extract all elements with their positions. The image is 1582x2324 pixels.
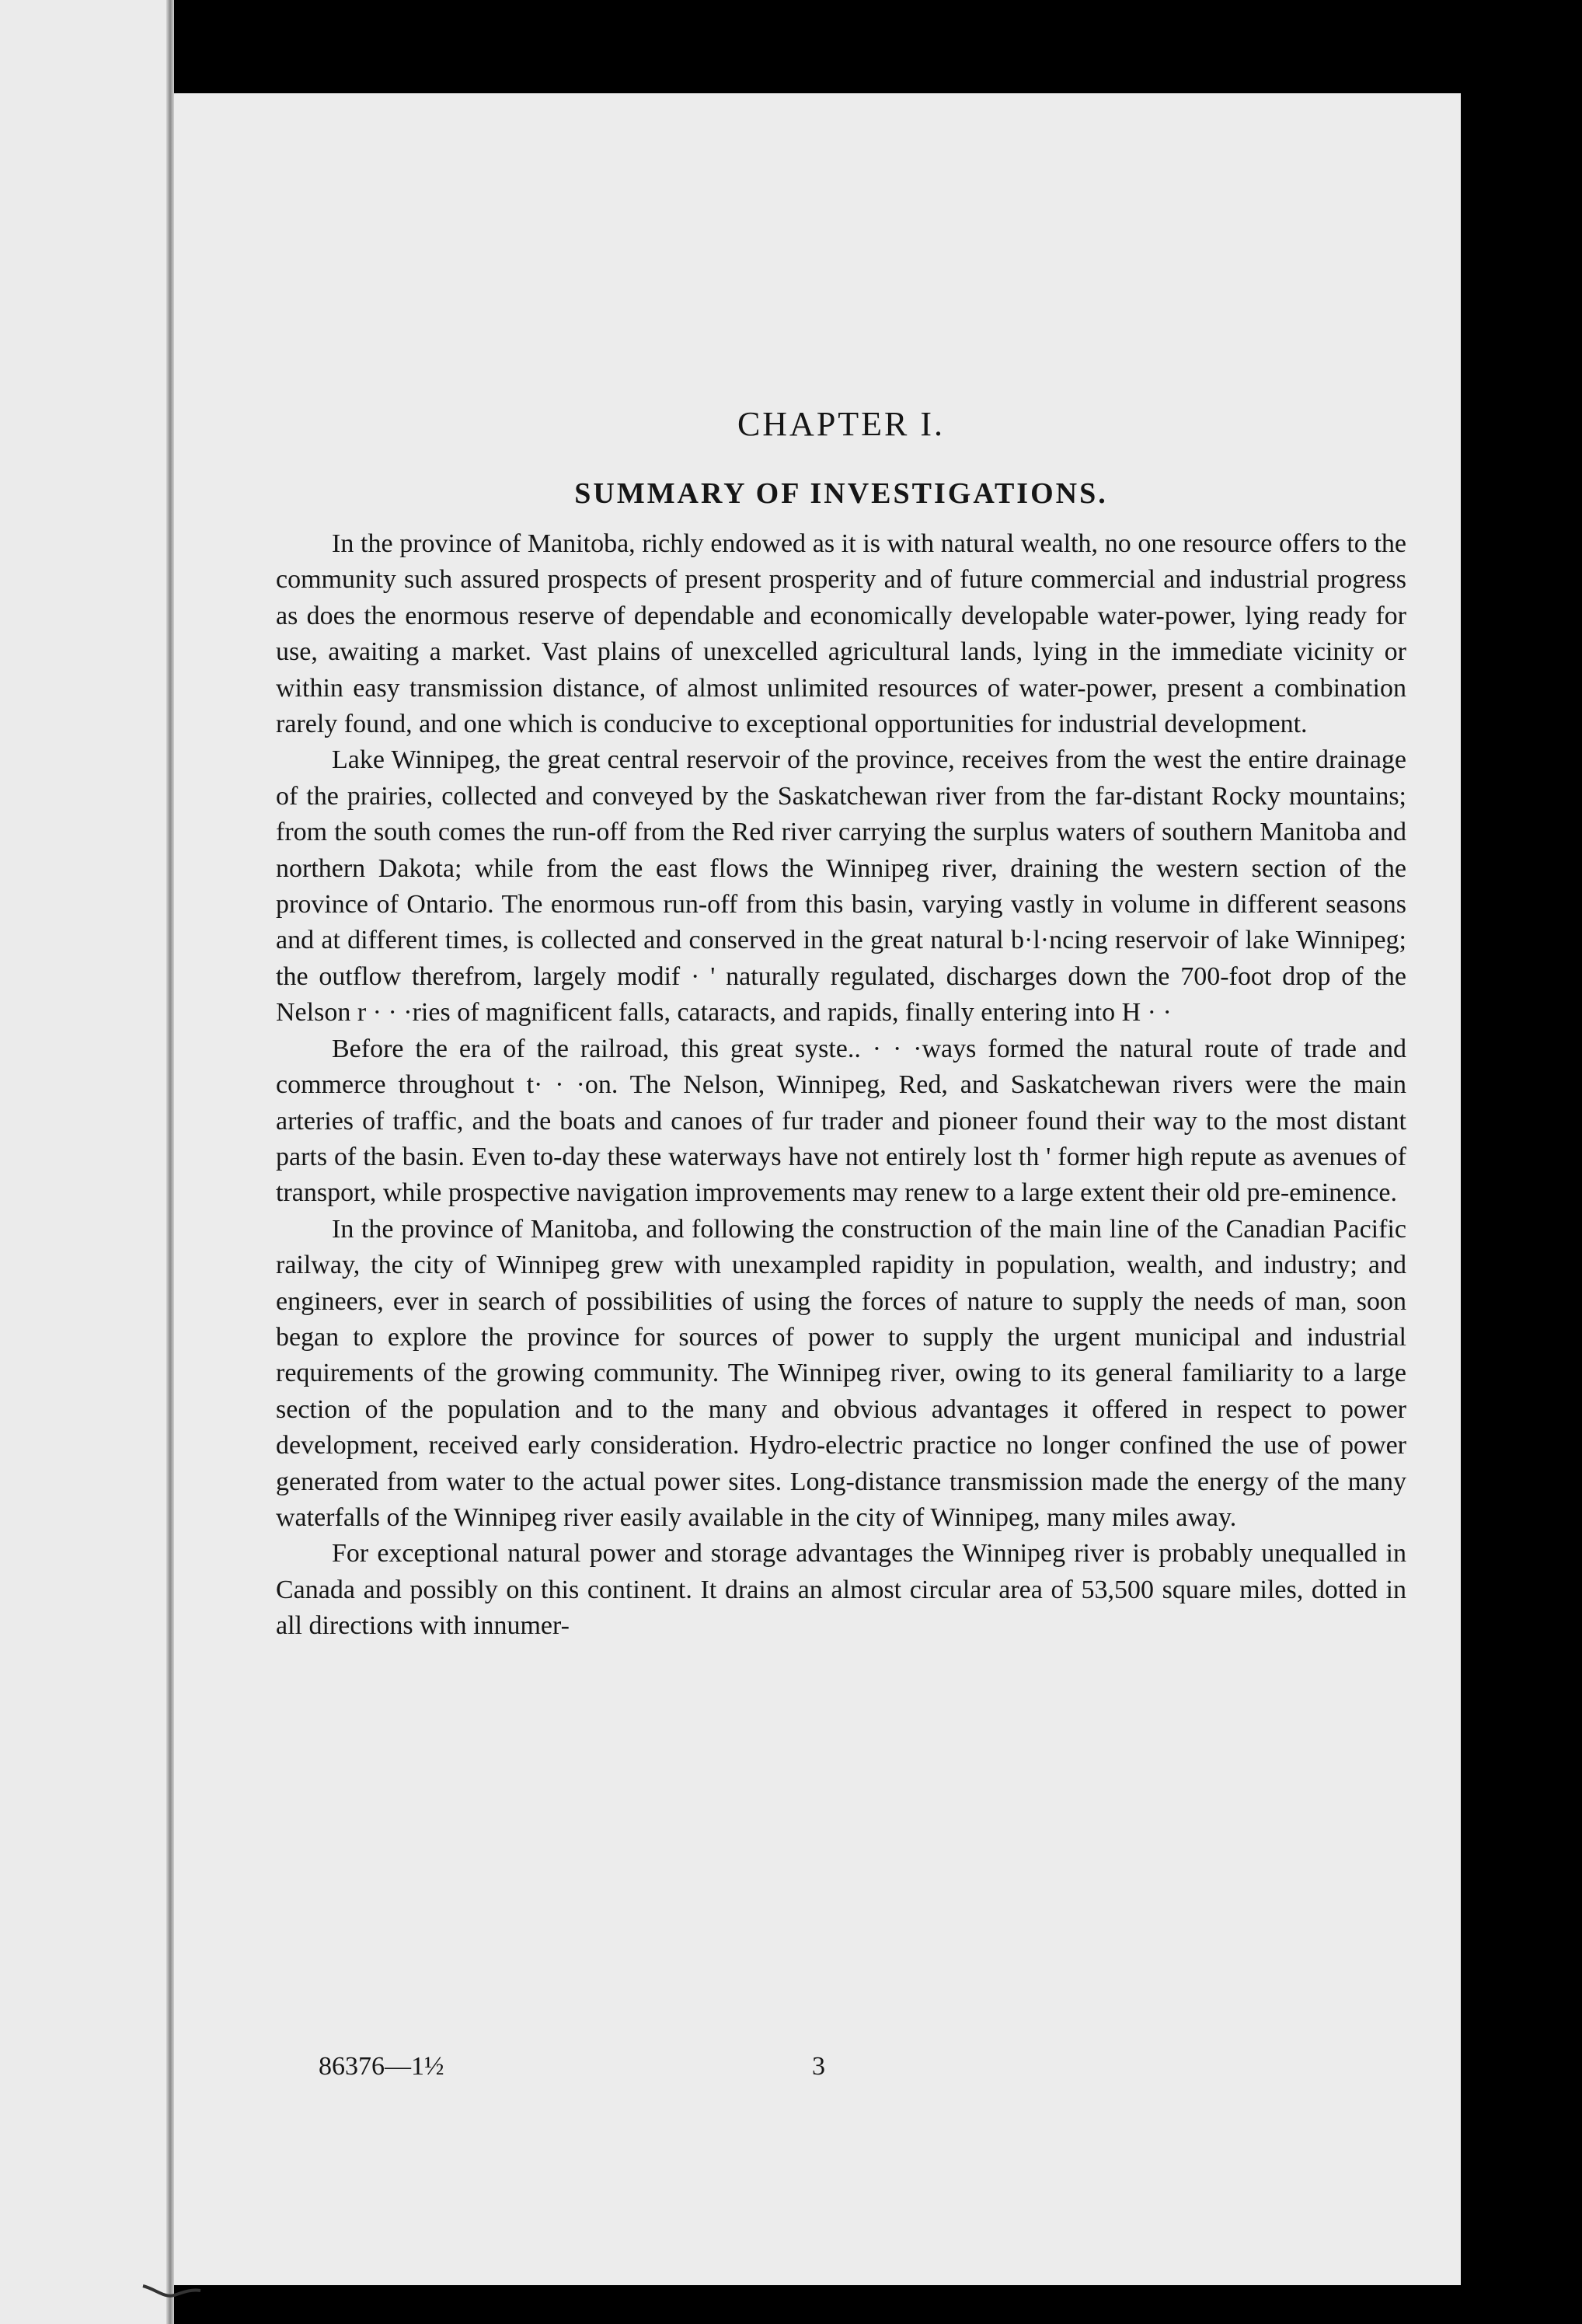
- page-footer: [276, 2052, 1406, 2091]
- page-number: 3: [812, 2052, 825, 2081]
- print-number: 86376—1½: [319, 2052, 444, 2081]
- paragraph: In the province of Manitoba, and following the construction of the main line of the Canadian Pacific railway, the city of Winnipeg grew with unexampled rapidity in population, wealth, and industry; and engineers, ever in search of possibilities of using the forces of nature to supply the needs of man, soon began to explore the province for sources of power to supply the urgent municipal and industrial requirements of the growing community. The Winnipeg river, owing to its general familiarity to a large section of the population and to the many and obvious advantages it offered in respect to power development, received early consideration. Hydro-electric practice no longer confined the use of power generated from water to the actual power sites. Long-distance transmission made the energy of the many waterfalls of the Winnipeg river easily available in the city of Winnipeg, many miles away.: [276, 1214, 1406, 1532]
- paragraph: For exceptional natural power and storage advantages the Winnipeg river is probably unequalled in Canada and possibly on this continent. It drains an almost circular area of 53,500 square miles, dotted in all directions with innumer-: [276, 1539, 1406, 1641]
- text-block: [276, 404, 1406, 1645]
- paragraph: Lake Winnipeg, the great central reservoir of the province, receives from the west the entire drainage of the prairies, collected and conveyed by the Saskatchewan river from the far-distant Rocky mountains; from the south comes the run-off from the Red river carrying the surplus waters of southern Manitoba and northern Dakota; while from the east flows the Winnipeg river, draining the western section of the province of Ontario. The enormous run-off from this basin, varying vastly in volume in different seasons and at different times, is collected and conserved in the great natural b·l·ncing reservoir of lake Winnipeg; the outflow therefrom, largely modif · ' naturally regulated, discharges down the 700-foot drop of the Nelson r · · ·ries of magnificent falls, cataracts, and rapids, finally entering into H · ·: [276, 745, 1406, 1028]
- paragraph: In the province of Manitoba, richly endowed as it is with natural wealth, no one resource offers to the community such assured prospects of present prosperity and of future commercial and industrial progress as does the enormous reserve of dependable and economically developable water-power, lying ready for use, awaiting a market. Vast plains of unexcelled agricultural lands, lying in the immediate vicinity or within easy transmission distance, of almost unlimited resources of water-power, present a combination rarely found, and one which is conducive to exceptional opportunities for industrial development.: [276, 529, 1406, 739]
- left-margin: [0, 0, 171, 2324]
- paragraph: Before the era of the railroad, this great syste.. · · ·ways formed the natural route of trade and commerce throughout t· · ·on. The Nelson, Winnipeg, Red, and Saskatchewan rivers were the main arteries of traffic, and the boats and canoes of fur trader and pioneer found their way to the most distant parts of the basin. Even to-day these waterways have not entirely lost th ' former high repute as avenues of transport, while prospective navigation improvements may renew to a large extent their old pre-eminence.: [276, 1034, 1406, 1208]
- binding-mark: [141, 2281, 204, 2303]
- section-heading: SUMMARY OF INVESTIGATIONS.: [574, 477, 1108, 510]
- chapter-heading: CHAPTER I.: [737, 405, 946, 443]
- page-edge: [166, 0, 174, 2324]
